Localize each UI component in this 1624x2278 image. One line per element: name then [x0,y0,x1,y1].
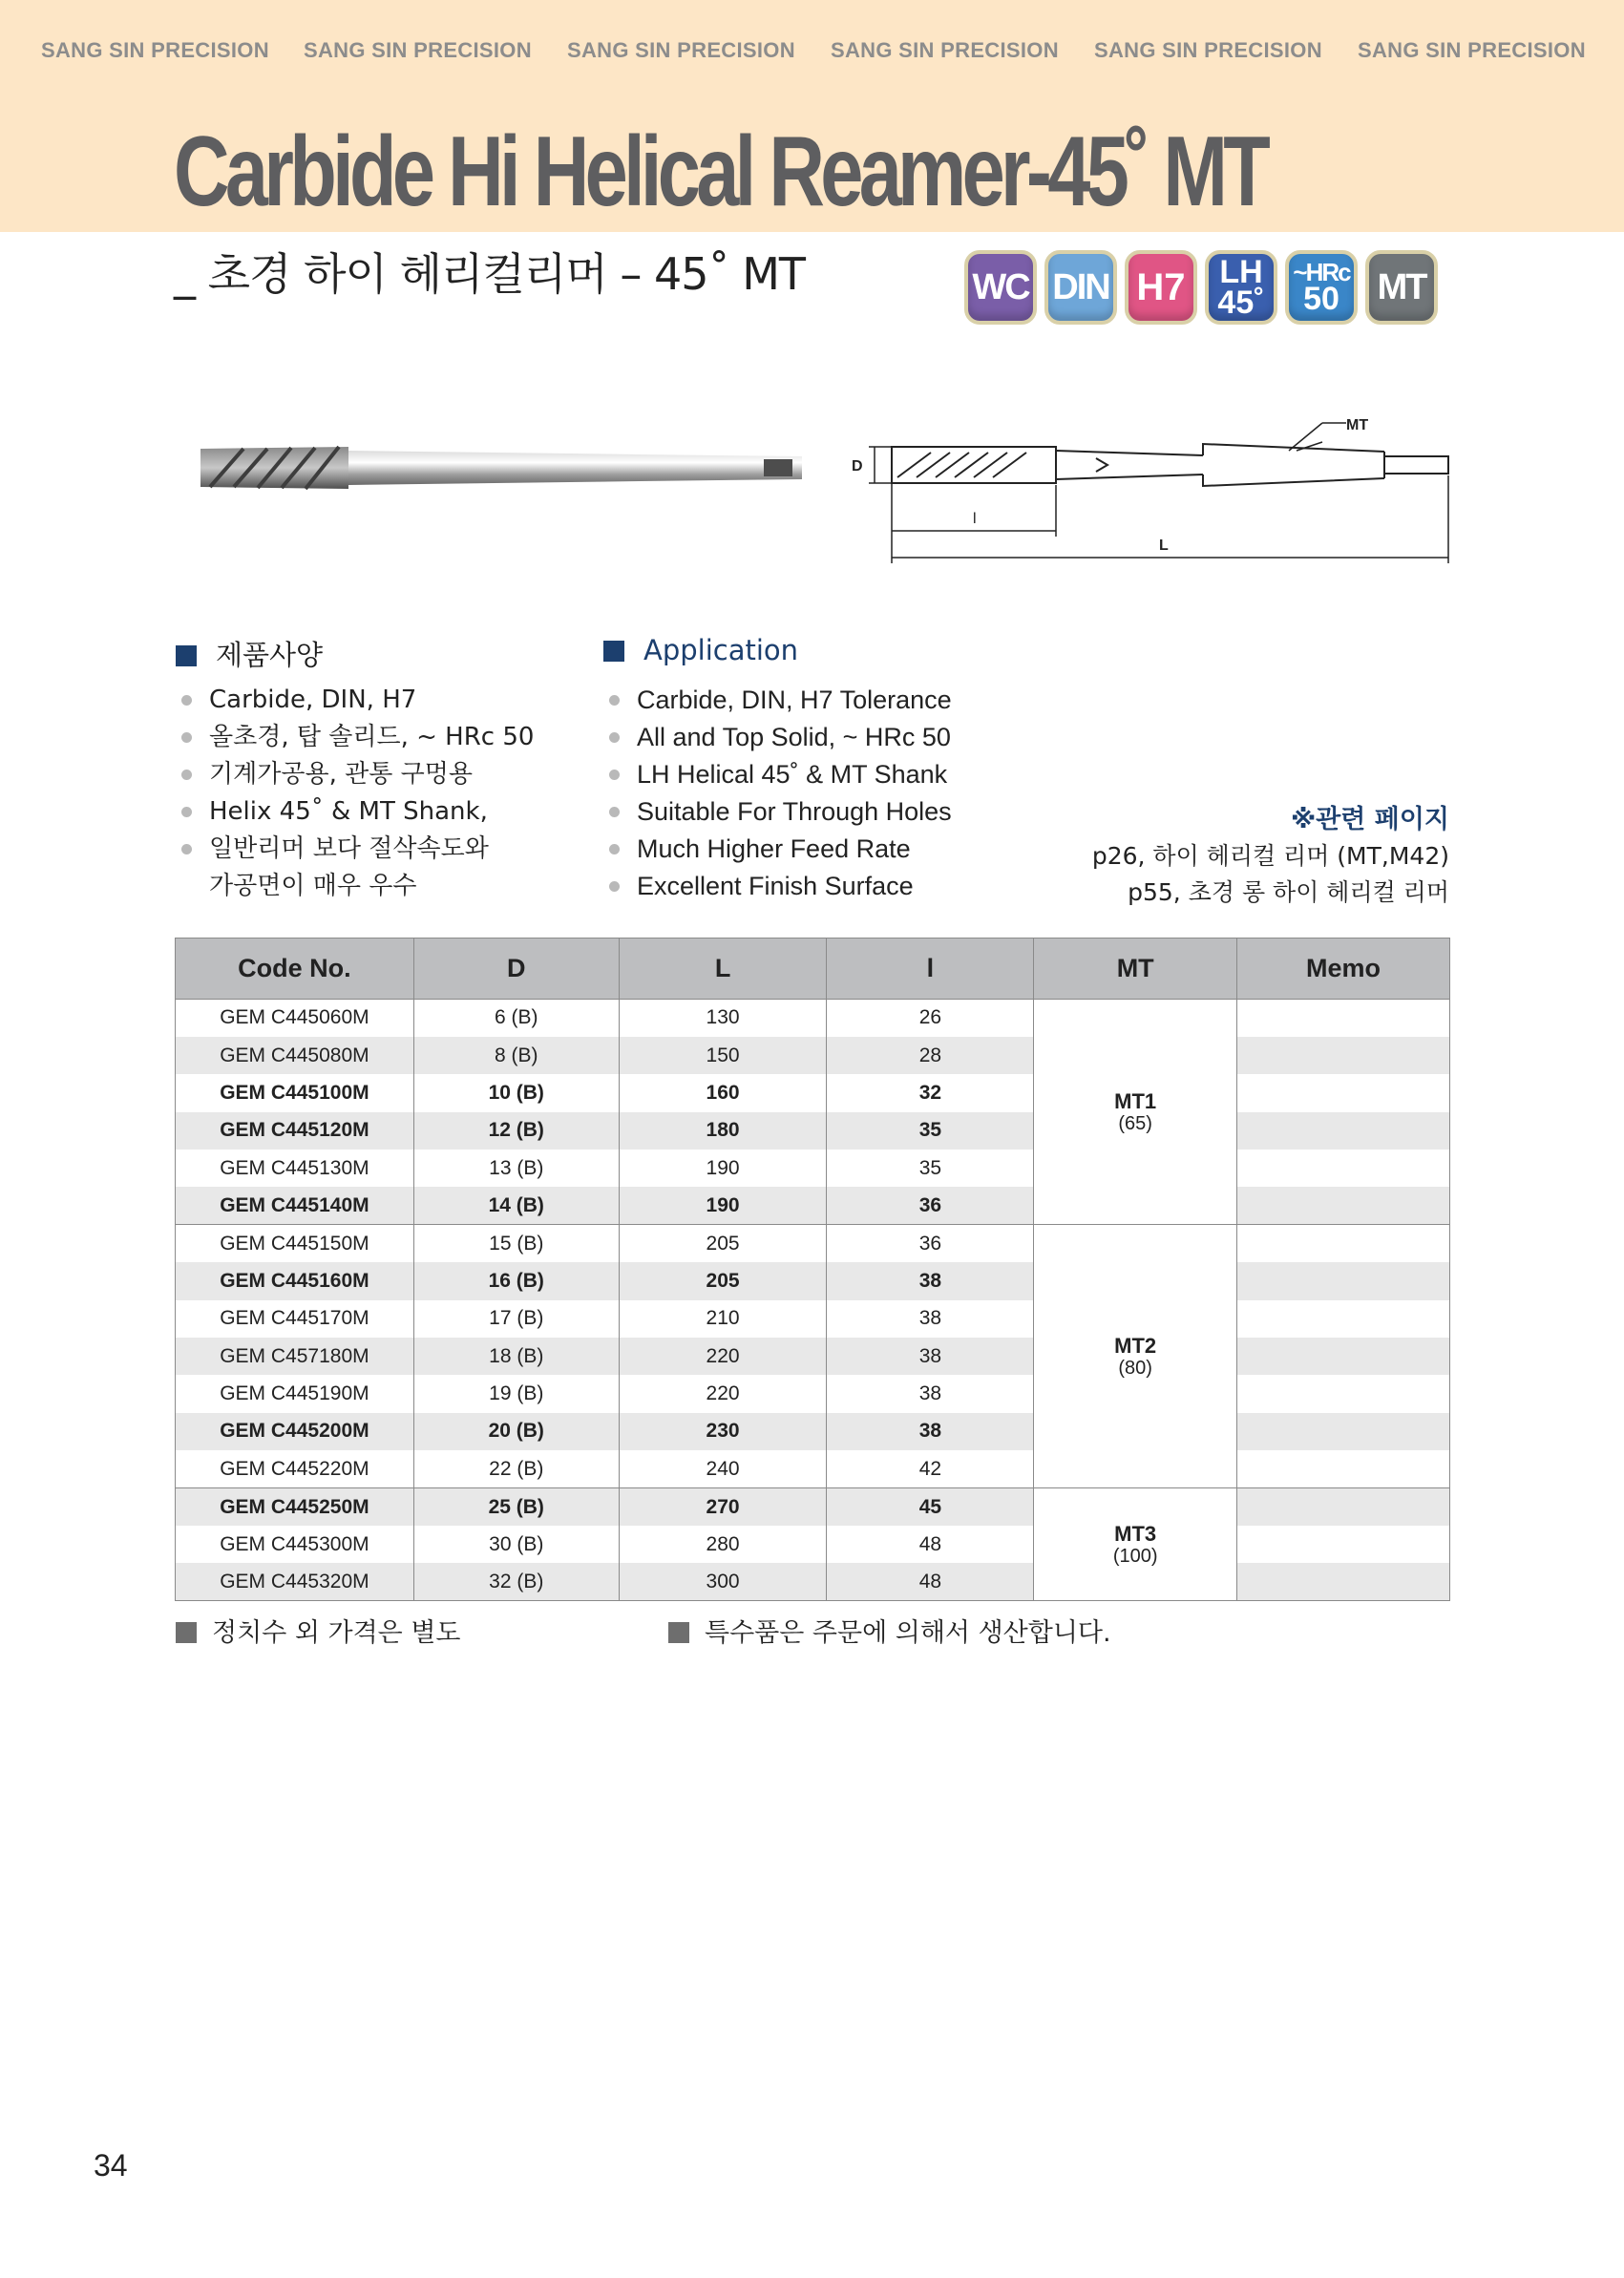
table-row [176,1150,1450,1187]
specs-heading-text: 제품사양 [216,639,324,671]
d-cell: 25 (B) [413,1488,619,1526]
code-cell: GEM C445060M [176,1000,414,1037]
code-cell: GEM C445320M [176,1563,414,1600]
square-bullet-icon [668,1622,689,1643]
memo-cell [1237,1112,1450,1150]
footnote-text: 정치수 외 가격은 별도 [212,1618,461,1648]
table-row [176,1488,1450,1526]
application-list [603,682,952,905]
mt-name: MT2 [1114,1333,1157,1358]
brand-text: SANG SIN PRECISION [304,38,532,62]
brand-text: SANG SIN PRECISION [831,38,1059,62]
code-cell: GEM C445300M [176,1526,414,1563]
flute-length-cell: 35 [827,1112,1034,1150]
page-title: Carbide Hi Helical Reamer-45˚ MT [174,116,1267,227]
flute-length-cell: 32 [827,1074,1034,1111]
flute-length-cell: 48 [827,1526,1034,1563]
d-cell: 20 (B) [413,1413,619,1450]
memo-cell [1237,1187,1450,1224]
l-cell: 190 [619,1187,827,1224]
code-cell: GEM C445250M [176,1488,414,1526]
brand-text: SANG SIN PRECISION [41,38,269,62]
l-cell: 240 [619,1450,827,1487]
code-cell: GEM C445100M [176,1074,414,1111]
memo-cell [1237,1375,1450,1412]
l-cell: 280 [619,1526,827,1563]
d-cell: 6 (B) [413,1000,619,1037]
l-cell: 150 [619,1037,827,1074]
flute-length-cell: 45 [827,1488,1034,1526]
application-heading-text: Application [643,634,799,666]
flute-length-cell: 38 [827,1375,1034,1412]
mt-length: (65) [1118,1112,1152,1134]
flute-length-cell: 38 [827,1262,1034,1299]
table-row [176,1413,1450,1450]
badge-lh-bottom: 45˚ [1217,285,1265,321]
brand-text: SANG SIN PRECISION [1094,38,1322,62]
badge-lh45 [1205,250,1277,325]
code-cell: GEM C445080M [176,1037,414,1074]
memo-cell [1237,1300,1450,1338]
square-bullet-icon [176,1622,197,1643]
list-item: Carbide, DIN, H7 [176,682,534,719]
badge-din [1044,250,1117,325]
code-cell: GEM C445120M [176,1112,414,1150]
specs-heading [176,634,323,673]
l-cell: 210 [619,1300,827,1338]
footnote-text: 특수품은 주문에 의해서 생산합니다. [705,1618,1111,1648]
memo-cell [1237,1000,1450,1037]
memo-cell [1237,1488,1450,1526]
memo-cell [1237,1450,1450,1487]
brand-row [0,38,1624,67]
reamer-dimension-drawing [840,401,1461,573]
d-cell: 18 (B) [413,1338,619,1375]
related-pages [1092,802,1449,911]
table-row [176,1000,1450,1037]
page-subtitle: _ 초경 하이 헤리컬리머 – 45˚ MT [174,248,805,300]
code-cell: GEM C445130M [176,1150,414,1187]
l-cell: 300 [619,1563,827,1600]
col-header: L [619,939,827,1000]
code-cell: GEM C445140M [176,1187,414,1224]
specs-list [176,682,534,905]
related-pages-heading: ※관련 페이지 [1290,805,1449,834]
badge-mt-label: MT [1377,266,1426,307]
mt-length: (100) [1112,1545,1158,1567]
code-cell: GEM C445160M [176,1262,414,1299]
badge-h7-label: H7 [1136,266,1186,308]
list-item: 일반리머 보다 절삭속도와 [176,831,534,868]
d-cell: 16 (B) [413,1262,619,1299]
d-cell: 14 (B) [413,1187,619,1224]
list-item: 올초경, 탑 솔리드, ~ HRc 50 [176,719,534,756]
table-row [176,1112,1450,1150]
l-cell: 190 [619,1150,827,1187]
badge-din-label: DIN [1052,266,1109,307]
footnote-price [176,1612,461,1649]
badge-mt [1365,250,1438,325]
l-cell: 180 [619,1112,827,1150]
col-header: MT [1034,939,1237,1000]
code-cell: GEM C445200M [176,1413,414,1450]
mt-cell [1034,1000,1237,1225]
flute-length-cell: 36 [827,1225,1034,1262]
table-row [176,1563,1450,1600]
table-row [176,1300,1450,1338]
l-cell: 130 [619,1000,827,1037]
application-heading [603,634,798,666]
spec-table [175,938,1450,1601]
l-cell: 230 [619,1413,827,1450]
label-mt: MT [1346,417,1369,433]
table-row [176,1074,1450,1111]
badge-lh-top: LH [1219,253,1263,290]
l-cell: 220 [619,1375,827,1412]
flute-length-cell: 42 [827,1450,1034,1487]
flute-length-cell: 38 [827,1300,1034,1338]
code-cell: GEM C445220M [176,1450,414,1487]
label-l-small: l [973,511,977,527]
col-header: Memo [1237,939,1450,1000]
brand-text: SANG SIN PRECISION [1358,38,1586,62]
d-cell: 10 (B) [413,1074,619,1111]
list-item: Much Higher Feed Rate [603,831,952,868]
memo-cell [1237,1563,1450,1600]
footnote-special-order [668,1612,1111,1649]
badge-hrc-bottom: 50 [1303,281,1339,318]
related-page-link[interactable]: p55, 초경 롱 하이 헤리컬 리머 [1128,878,1449,906]
memo-cell [1237,1037,1450,1074]
badge-hrc-top: ~HRc [1293,257,1350,286]
badge-wc-label: WC [972,266,1029,307]
square-bullet-icon [603,641,624,662]
table-row [176,1037,1450,1074]
l-cell: 220 [619,1338,827,1375]
table-row [176,1338,1450,1375]
table-row [176,1526,1450,1563]
code-cell: GEM C457180M [176,1338,414,1375]
d-cell: 30 (B) [413,1526,619,1563]
memo-cell [1237,1413,1450,1450]
table-row [176,1450,1450,1487]
flute-length-cell: 48 [827,1563,1034,1600]
list-item: Suitable For Through Holes [603,793,952,831]
table-header-row [176,939,1450,1000]
memo-cell [1237,1526,1450,1563]
table-row [176,1225,1450,1262]
code-cell: GEM C445190M [176,1375,414,1412]
d-cell: 32 (B) [413,1563,619,1600]
list-item: Helix 45˚ & MT Shank, [176,793,534,831]
list-item: Carbide, DIN, H7 Tolerance [603,682,952,719]
table-row [176,1187,1450,1224]
col-header: Code No. [176,939,414,1000]
memo-cell [1237,1074,1450,1111]
mt-length: (80) [1118,1357,1152,1379]
label-l-big: L [1159,538,1169,554]
memo-cell [1237,1225,1450,1262]
l-cell: 160 [619,1074,827,1111]
square-bullet-icon [176,645,197,666]
table-row [176,1262,1450,1299]
flute-length-cell: 38 [827,1413,1034,1450]
l-cell: 205 [619,1262,827,1299]
mt-name: MT3 [1114,1521,1157,1546]
mt-cell [1034,1488,1237,1601]
brand-text: SANG SIN PRECISION [567,38,795,62]
l-cell: 205 [619,1225,827,1262]
flute-length-cell: 28 [827,1037,1034,1074]
memo-cell [1237,1150,1450,1187]
flute-length-cell: 26 [827,1000,1034,1037]
badge-hrc50 [1285,250,1358,325]
d-cell: 17 (B) [413,1300,619,1338]
flute-length-cell: 38 [827,1338,1034,1375]
flute-length-cell: 36 [827,1187,1034,1224]
list-item: 가공면이 매우 우수 [209,872,417,900]
flute-length-cell: 35 [827,1150,1034,1187]
label-d: D [852,458,863,475]
code-cell: GEM C445150M [176,1225,414,1262]
list-item: All and Top Solid, ~ HRc 50 [603,719,952,756]
list-item: Excellent Finish Surface [603,868,952,905]
list-item: LH Helical 45˚ & MT Shank [603,756,952,793]
memo-cell [1237,1338,1450,1375]
related-page-link[interactable]: p26, 하이 헤리컬 리머 (MT,M42) [1091,842,1449,870]
code-cell: GEM C445170M [176,1300,414,1338]
d-cell: 22 (B) [413,1450,619,1487]
reamer-photo [191,430,812,506]
d-cell: 15 (B) [413,1225,619,1262]
badge-h7 [1125,250,1197,325]
list-item: 기계가공용, 관통 구멍용 [176,756,534,793]
col-header: l [827,939,1034,1000]
col-header: D [413,939,619,1000]
table-row [176,1375,1450,1412]
memo-cell [1237,1262,1450,1299]
d-cell: 8 (B) [413,1037,619,1074]
d-cell: 13 (B) [413,1150,619,1187]
mt-name: MT1 [1114,1088,1157,1113]
mt-cell [1034,1225,1237,1488]
badge-wc [964,250,1037,325]
d-cell: 19 (B) [413,1375,619,1412]
page-number: 34 [94,2148,128,2183]
l-cell: 270 [619,1488,827,1526]
d-cell: 12 (B) [413,1112,619,1150]
